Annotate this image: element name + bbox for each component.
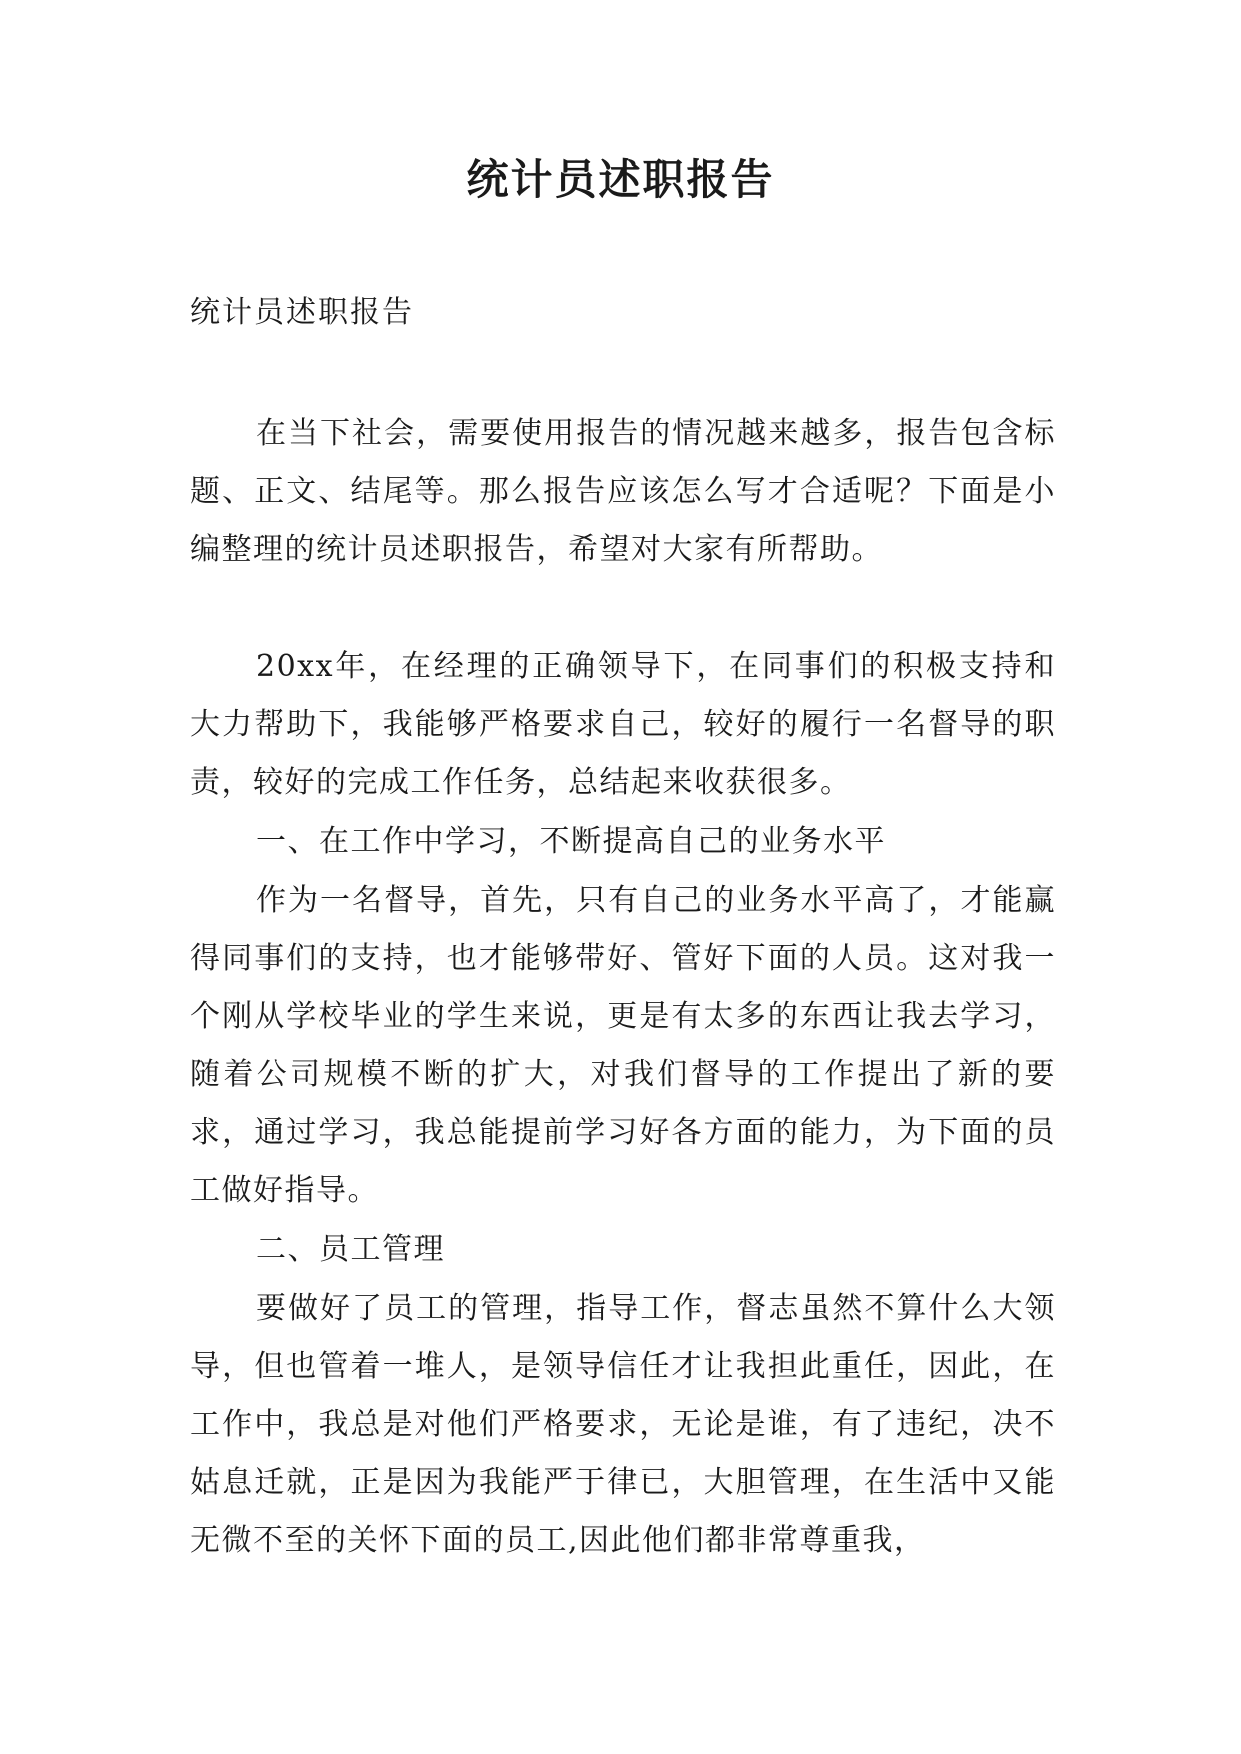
intro-paragraph: 在当下社会，需要使用报告的情况越来越多，报告包含标题、正文、结尾等。那么报告应该怎么写才合适呢？下面是小编整理的统计员述职报告，希望对大家有所帮助。	[190, 416, 1056, 567]
section-heading-2: 二、员工管理	[256, 1232, 445, 1267]
section-body-1: 作为一名督导，首先，只有自己的业务水平高了，才能赢得同事们的支持，也才能够带好、管好下面的人员。这对我一个刚从学校毕业的学生来说，更是有太多的东西让我去学习，随着公司规模不断的扩大，对我们督导的工作提出了新的要求，通过学习，我总能提前学习好各方面的能力，为下面的员工做好指导。	[190, 883, 1056, 1208]
summary-paragraph: 20xx年，在经理的正确领导下，在同事们的积极支持和大力帮助下，我能够严格要求自己，较好的履行一名督导的职责，较好的完成工作任务，总结起来收获很多。	[190, 649, 1056, 800]
document-title: 统计员述职报告	[466, 155, 775, 204]
section-body-2: 要做好了员工的管理，指导工作，督志虽然不算什么大领导，但也管着一堆人，是领导信任才让我担此重任，因此，在工作中，我总是对他们严格要求，无论是谁，有了违纪，决不姑息迁就，正是因为我能严于律已，大胆管理，在生活中又能无微不至的关怀下面的员工,因此他们都非常尊重我，	[190, 1291, 1056, 1558]
document-subtitle: 统计员述职报告	[190, 295, 414, 330]
section-heading-1: 一、在工作中学习，不断提高自己的业务水平	[256, 824, 886, 859]
